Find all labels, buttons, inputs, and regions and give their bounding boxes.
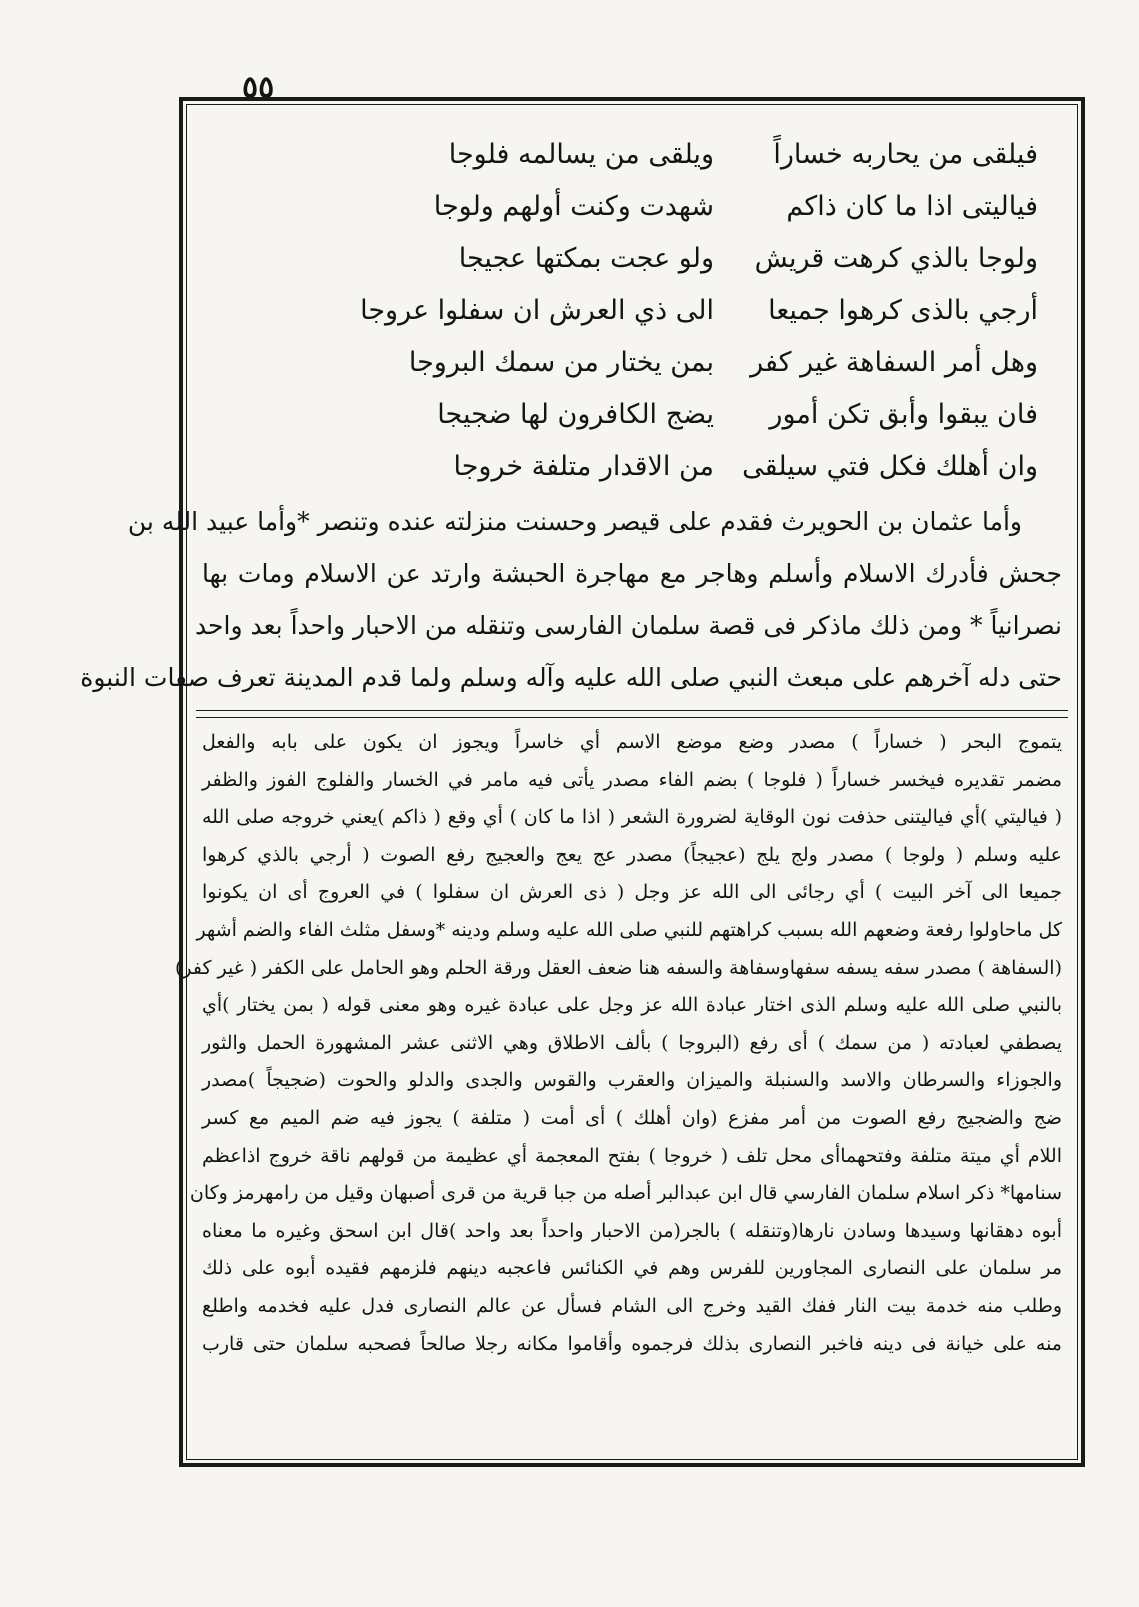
commentary-line: عليه وسلم ( ولوجا ) مصدر ولج يلج (عجيجاً) مصدر عج يعج والعجيج رفع الصوت ( أرجي بالذي كرهوا bbox=[202, 843, 1062, 866]
commentary-line: بالنبي صلى الله عليه وسلم الذى اختار عبادة الله عز وجل على عبادة غيره وهو معنى قوله ( بمن يختار )أي bbox=[202, 994, 1062, 1017]
commentary-line: والجوزاء والسرطان والاسد والسنبلة والميزان والعقرب والقوس والجدى والدلو والحوت (ضجيجاً )مصدر bbox=[202, 1069, 1062, 1092]
commentary-line: وطلب منه خدمة بيت النار ففك القيد وخرج الى الشام فسأل عن عالم النصارى فدل عليه فخدمه واطلع bbox=[202, 1294, 1062, 1317]
commentary-line: كل ماحاولوا رفعة وضعهم الله بسبب كراهتهم للنبي صلى الله عليه وسلم ودينه *وسفل مثلث الفاء والضم أشهر bbox=[196, 918, 1062, 941]
page-content bbox=[80, 118, 1068, 1452]
first-hemistich: أرجي بالذى كرهوا جميعا bbox=[768, 294, 1038, 326]
second-hemistich: الى ذي العرش ان سفلوا عروجا bbox=[360, 294, 714, 326]
commentary-line: ( فياليتي )أي فياليتنى حذفت نون الوقاية لضرورة الشعر ( اذا ما كان ) أي وقع ( ذاكم )يعني خروجه صلى الله bbox=[202, 806, 1062, 829]
second-hemistich: ولو عجت بمكتها عجيجا bbox=[458, 242, 714, 274]
poem-verse bbox=[196, 388, 1068, 440]
poem-block bbox=[196, 128, 1068, 492]
first-hemistich: فياليتى اذا ما كان ذاكم bbox=[786, 190, 1038, 222]
page-number: ٥٥ bbox=[242, 70, 275, 105]
main-text-line: وأما عثمان بن الحويرث فقدم على قيصر وحسنت منزلته عنده وتنصر *وأما عبيد الله بن bbox=[127, 507, 1022, 536]
main-text-line: نصرانياً * ومن ذلك ماذكر فى قصة سلمان الفارسى وتنقله من الاحبار واحداً بعد واحد bbox=[194, 611, 1062, 640]
poem-verse bbox=[196, 232, 1068, 284]
commentary-line: ضج والضجيج رفع الصوت من أمر مفزع (وان أهلك ) أى أمت ( متلفة ) يجوز فيه ضم الميم مع كسر bbox=[202, 1106, 1062, 1129]
main-text-line: حتى دله آخرهم على مبعث النبي صلى الله عليه وآله وسلم ولما قدم المدينة تعرف صفات النبوة bbox=[80, 663, 1062, 692]
poem-verse bbox=[196, 440, 1068, 492]
commentary-line: مضمر تقديره فيخسر خساراً ( فلوجا ) بضم الفاء مصدر يأتى فيه مامر في الخسار والفلوج الفوز والظفر bbox=[202, 768, 1062, 791]
commentary-line: أبوه دهقانها وسيدها وسادن نارها(وتنقله ) بالجر(من الاحبار واحداً بعد واحد )قال ابن اسحق وغيره ما معناه bbox=[202, 1219, 1062, 1242]
second-hemistich: يضج الكافرون لها ضجيجا bbox=[437, 398, 714, 430]
second-hemistich: بمن يختار من سمك البروجا bbox=[408, 346, 714, 378]
first-hemistich: فان يبقوا وأبق تكن أمور bbox=[769, 398, 1038, 430]
second-hemistich: شهدت وكنت أولهم ولوجا bbox=[433, 190, 714, 222]
commentary-block bbox=[174, 724, 1068, 1363]
commentary-line: اللام أي ميتة متلفة وفتحهماأى محل تلف ( خروجا ) بفتح المعجمة أي عظيمة من قولهم ناقة خروج اذاعظم bbox=[202, 1144, 1062, 1167]
poem-verse bbox=[196, 284, 1068, 336]
section-divider bbox=[196, 710, 1068, 718]
commentary-line: يصطفي لعبادته ( من سمك ) أى رفع (البروجا ) بألف الاطلاق وهي الاثنى عشر المشهورة الحمل والثور bbox=[202, 1031, 1062, 1054]
second-hemistich: ويلقى من يسالمه فلوجا bbox=[448, 138, 714, 170]
commentary-line: منه على خيانة فى دينه فاخبر النصارى بذلك فرجموه وأقاموا مكانه رجلا صالحاً فصحبه سلمان حتى قارب bbox=[202, 1332, 1062, 1355]
poem-verse bbox=[196, 180, 1068, 232]
commentary-line: مر سلمان على النصارى المجاورين للفرس وهم في الكنائس فاعجبه دينهم فلزمهم فقيده أبوه على ذلك bbox=[202, 1257, 1062, 1280]
commentary-line: (السفاهة ) مصدر سفه يسفه سفهاوسفاهة والسفه هنا ضعف العقل ورقة الحلم وهو الحامل على الكفر ( غير كفر) bbox=[174, 956, 1062, 979]
poem-verse bbox=[196, 128, 1068, 180]
main-text bbox=[80, 496, 1068, 704]
commentary-line: سنامها* ذكر اسلام سلمان الفارسي قال ابن عبدالبر أصله من جبا قرية من قرى أصبهان وقيل من رامهرمز وكان bbox=[189, 1182, 1062, 1205]
first-hemistich: فيلقى من يحاربه خساراً bbox=[773, 138, 1038, 170]
poem-verse bbox=[196, 336, 1068, 388]
first-hemistich: وهل أمر السفاهة غير كفر bbox=[750, 346, 1038, 378]
main-text-line: جحش فأدرك الاسلام وأسلم وهاجر مع مهاجرة الحبشة وارتد عن الاسلام ومات بها bbox=[202, 559, 1062, 588]
first-hemistich: ولوجا بالذي كرهت قريش bbox=[754, 242, 1038, 274]
second-hemistich: من الاقدار متلفة خروجا bbox=[453, 450, 714, 482]
first-hemistich: وان أهلك فكل فتي سيلقى bbox=[742, 450, 1038, 482]
commentary-line: جميعا الى آخر البيت ) أي رجائى الى الله عز وجل ( ذى العرش ان سفلوا ) في العروج أى ان يكونوا bbox=[202, 881, 1062, 904]
commentary-line: يتموج البحر ( خساراً ) مصدر وضع موضع الاسم أي خاسراً ويجوز ان يكون على بابه والفعل bbox=[202, 731, 1062, 753]
